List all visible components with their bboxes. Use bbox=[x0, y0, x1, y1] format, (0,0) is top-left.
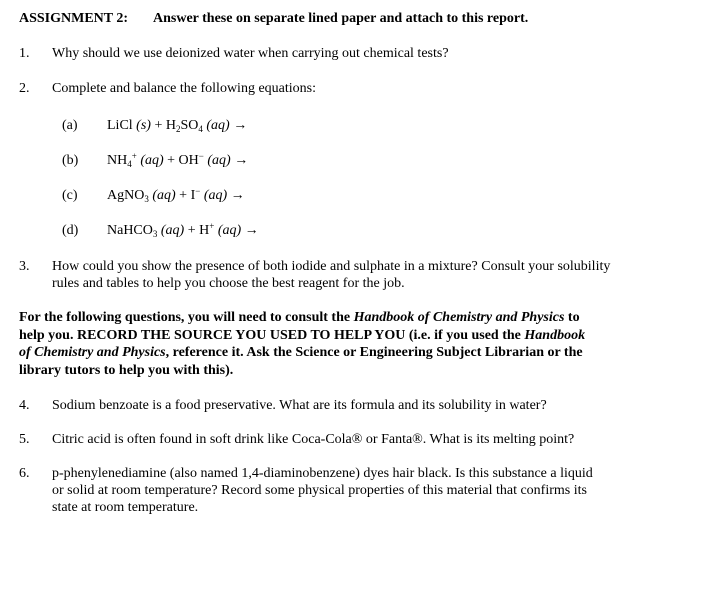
question-4-text: Sodium benzoate is a food preservative. What are its formula and its solubility in water? bbox=[52, 398, 547, 413]
question-5-text: Citric acid is often found in soft drink like Coca-Cola® or Fanta®. What is its melting point? bbox=[52, 432, 575, 447]
equation-a-label: (a) bbox=[62, 118, 78, 133]
question-1-number: 1. bbox=[19, 46, 30, 61]
assignment-instruction: Answer these on separate lined paper and attach to this report. bbox=[153, 11, 529, 26]
handbook-instructions: For the following questions, you will need to consult the Handbook of Chemistry and Physics to help you. RECORD THE SOURCE YOU USED TO HELP YOU (i.e. if you used the Handbook of Chemistry and Physics, reference it. Ask the Science or Engineering Subject Librarian or the library tutors to help you with this). bbox=[19, 310, 586, 378]
reaction-arrow-icon: → bbox=[244, 223, 259, 238]
equation-c-label: (c) bbox=[62, 188, 78, 203]
question-6-line-3: state at room temperature. bbox=[52, 500, 199, 515]
assignment-heading bbox=[19, 10, 528, 27]
reaction-arrow-icon: → bbox=[234, 153, 249, 168]
question-3-line-2: rules and tables to help you choose the best reagent for the job. bbox=[52, 276, 405, 291]
question-6-line-1: p-phenylenediamine (also named 1,4-diaminobenzene) dyes hair black. Is this substance a liquid bbox=[52, 466, 593, 481]
equation-b: $NH_4^+$ (aq) + OH− (aq) → bbox=[107, 151, 249, 169]
equation-a: LiCl $(s) + H_2SO_4$ (aq) → bbox=[107, 118, 248, 134]
question-2-number: 2. bbox=[19, 81, 30, 96]
question-2-text: Complete and balance the following equations: bbox=[52, 81, 316, 96]
equation-d-label: (d) bbox=[62, 223, 79, 238]
question-6-number: 6. bbox=[19, 466, 30, 481]
reaction-arrow-icon: → bbox=[233, 118, 248, 133]
question-5-number: 5. bbox=[19, 432, 30, 447]
equation-c: AgNO$_3$ (aq) + I− (aq) → bbox=[107, 186, 245, 204]
question-3-text bbox=[52, 258, 682, 292]
question-3-line-1: How could you show the presence of both iodide and sulphate in a mixture? Consult your solubility bbox=[52, 259, 611, 274]
question-6-text bbox=[52, 465, 682, 516]
question-4-number: 4. bbox=[19, 398, 30, 413]
assignment-label: ASSIGNMENT 2: bbox=[19, 11, 129, 26]
question-6-line-2: or solid at room temperature? Record some physical properties of this material that confirms its bbox=[52, 483, 587, 498]
equation-d: NaHCO$_3$ (aq) + H+ (aq) → bbox=[107, 221, 259, 239]
question-1-text: Why should we use deionized water when carrying out chemical tests? bbox=[52, 46, 449, 61]
reaction-arrow-icon: → bbox=[230, 188, 245, 203]
equation-b-label: (b) bbox=[62, 153, 79, 168]
question-3-number: 3. bbox=[19, 259, 30, 274]
